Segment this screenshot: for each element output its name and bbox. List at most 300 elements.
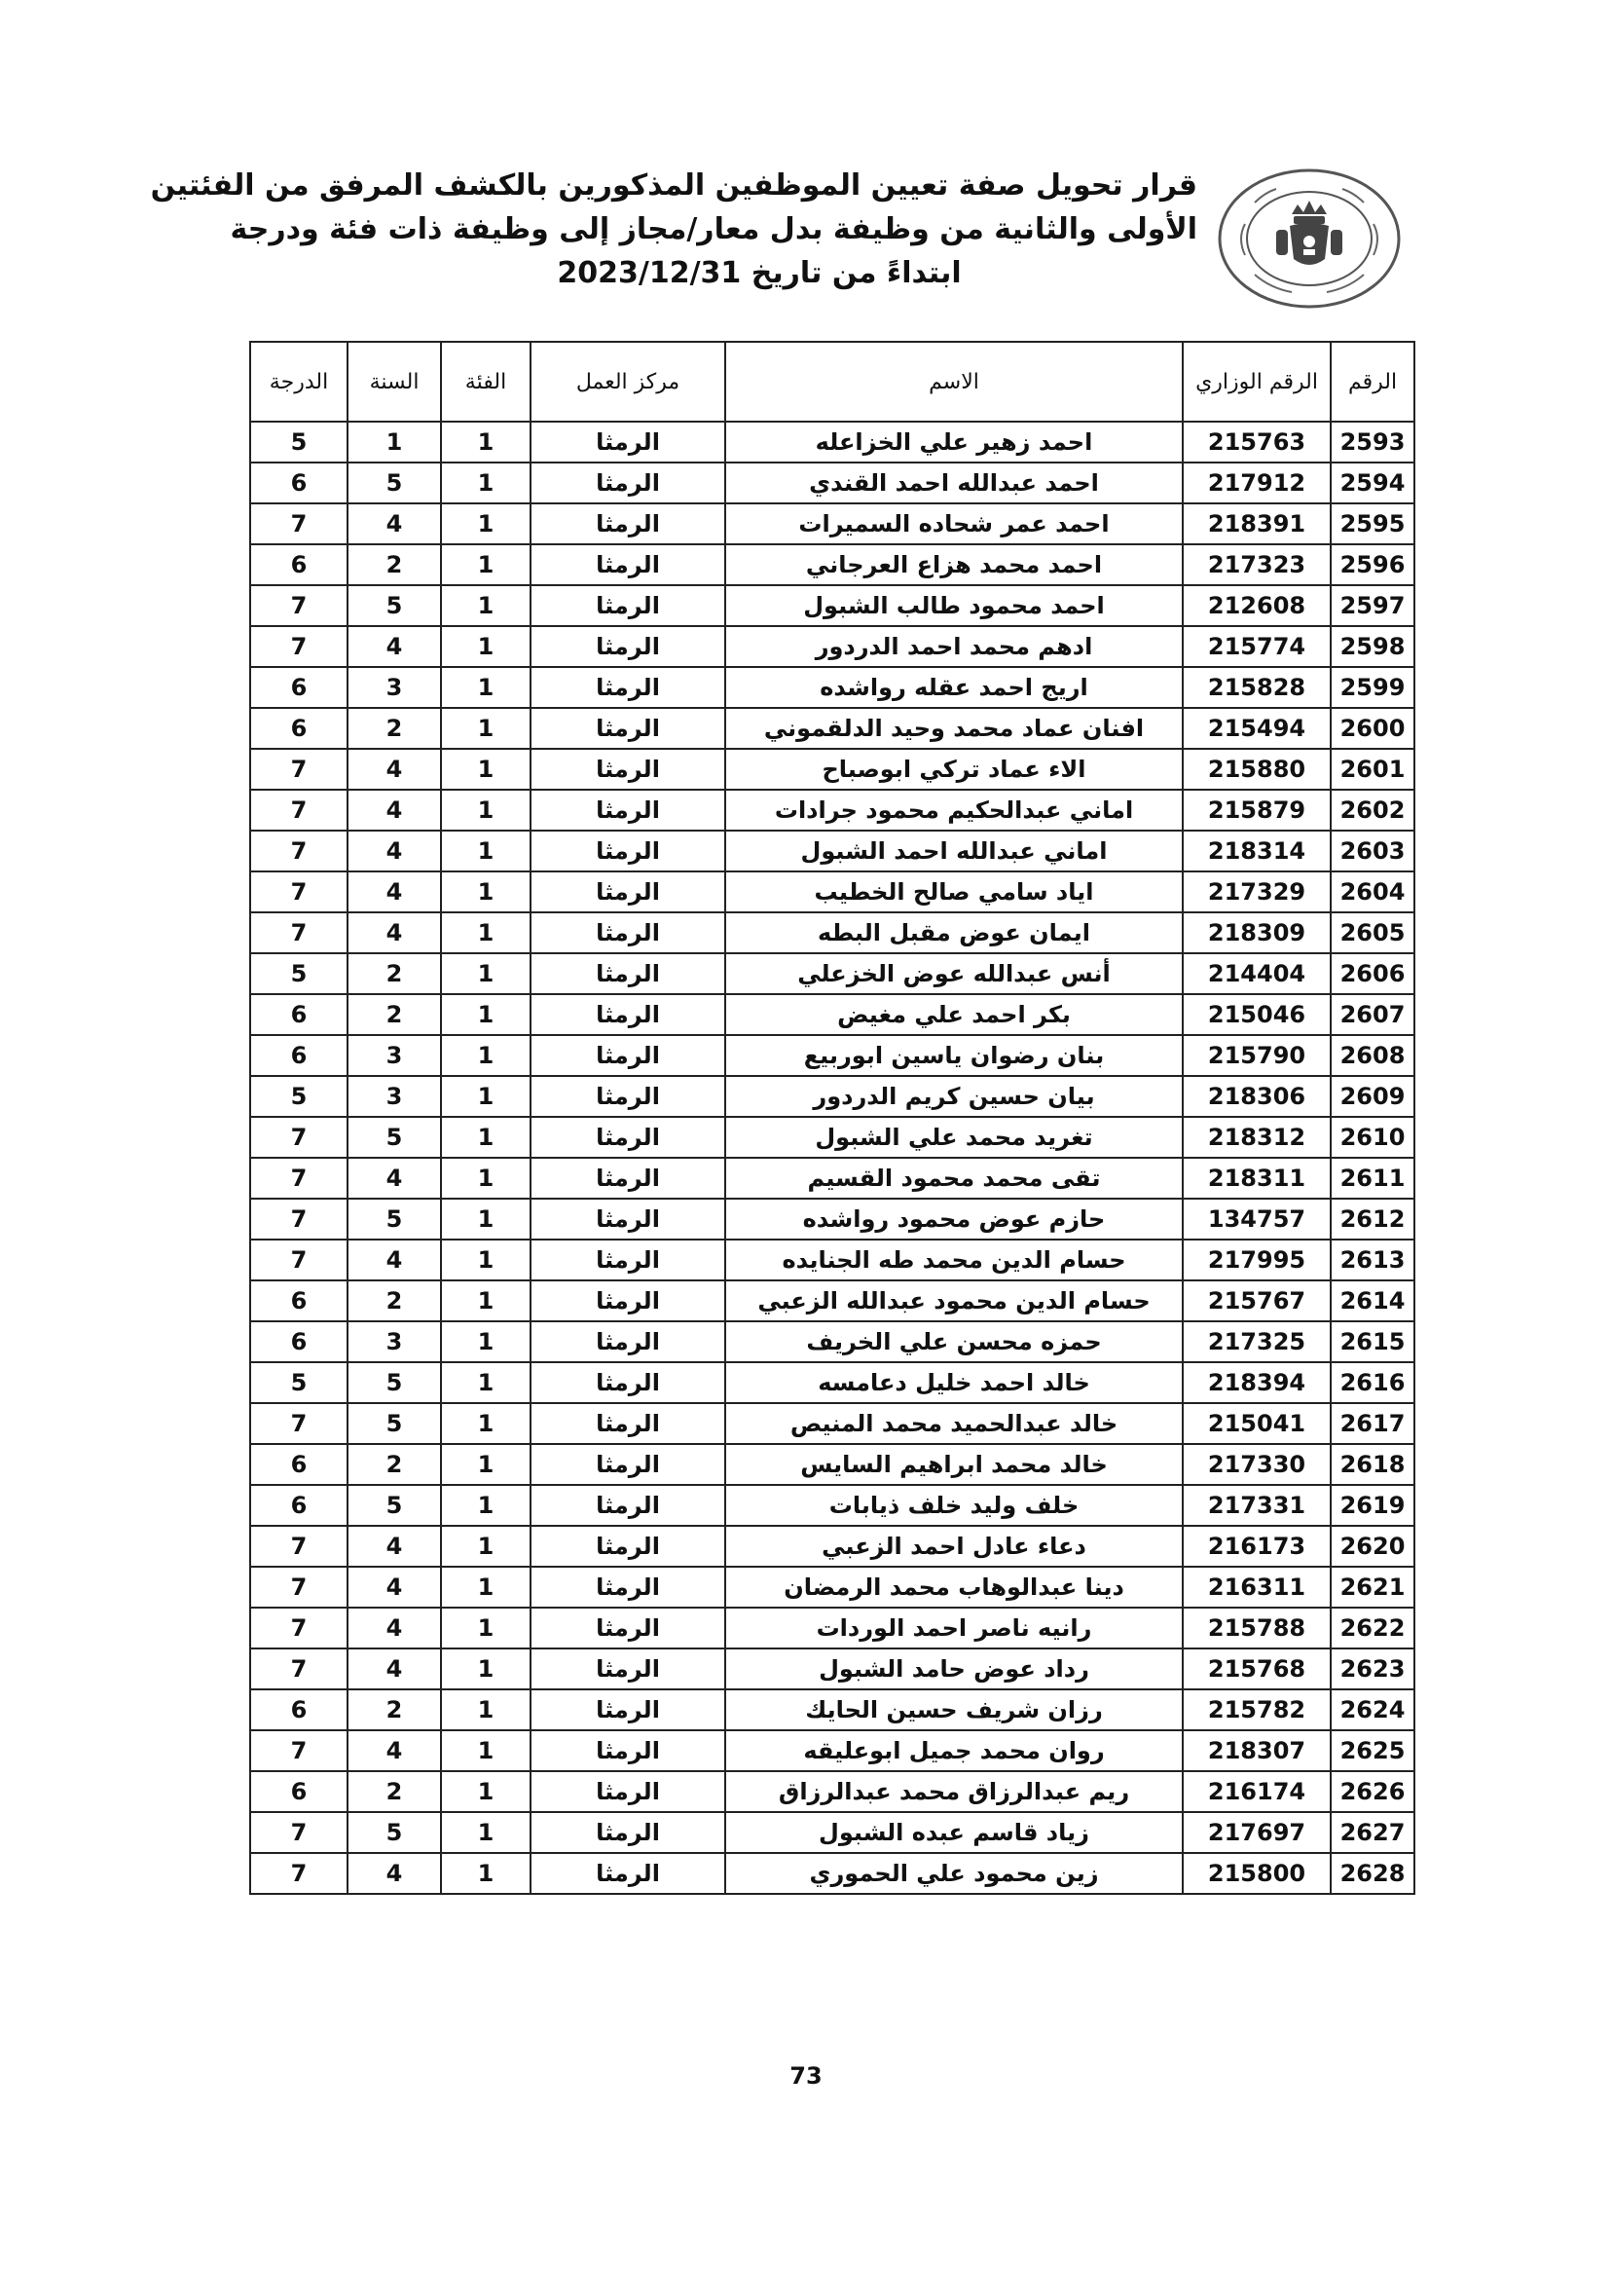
employees-table [249, 341, 1415, 1895]
cell-ministry-no: 215879 [1183, 790, 1331, 831]
table-row [250, 1199, 1414, 1240]
table-row [250, 1444, 1414, 1485]
cell-ministry-no: 218314 [1183, 831, 1331, 871]
title-line-3: ابتداءً من تاريخ 2023/12/31 [557, 256, 962, 290]
cell-year: 2 [348, 544, 441, 585]
table-row [250, 503, 1414, 544]
cell-category: 1 [441, 912, 531, 953]
cell-name: بيان حسين كريم الدردور [725, 1076, 1183, 1117]
cell-year: 2 [348, 1444, 441, 1485]
cell-work-center: الرمثا [531, 912, 725, 953]
cell-category: 1 [441, 749, 531, 790]
cell-work-center: الرمثا [531, 626, 725, 667]
cell-work-center: الرمثا [531, 1035, 725, 1076]
cell-name: روان محمد جميل ابوعليقه [725, 1730, 1183, 1771]
cell-category: 1 [441, 1812, 531, 1853]
cell-num: 2600 [1331, 708, 1414, 749]
table-row [250, 749, 1414, 790]
cell-grade: 5 [250, 1362, 348, 1403]
cell-category: 1 [441, 790, 531, 831]
cell-year: 4 [348, 626, 441, 667]
cell-num: 2621 [1331, 1567, 1414, 1608]
cell-grade: 7 [250, 626, 348, 667]
table-row [250, 871, 1414, 912]
table-row [250, 953, 1414, 994]
cell-work-center: الرمثا [531, 1240, 725, 1280]
cell-work-center: الرمثا [531, 1771, 725, 1812]
table-row [250, 1689, 1414, 1730]
cell-category: 1 [441, 463, 531, 503]
col-header-name: الاسم [725, 342, 1183, 422]
cell-year: 4 [348, 503, 441, 544]
cell-work-center: الرمثا [531, 749, 725, 790]
table-row [250, 422, 1414, 463]
cell-name: تغريد محمد علي الشبول [725, 1117, 1183, 1158]
cell-num: 2612 [1331, 1199, 1414, 1240]
cell-year: 5 [348, 1362, 441, 1403]
cell-num: 2599 [1331, 667, 1414, 708]
cell-ministry-no: 217995 [1183, 1240, 1331, 1280]
cell-grade: 6 [250, 1321, 348, 1362]
cell-num: 2610 [1331, 1117, 1414, 1158]
cell-work-center: الرمثا [531, 1403, 725, 1444]
cell-year: 5 [348, 585, 441, 626]
cell-year: 4 [348, 912, 441, 953]
cell-year: 4 [348, 1240, 441, 1280]
cell-num: 2613 [1331, 1240, 1414, 1280]
table-row [250, 831, 1414, 871]
cell-work-center: الرمثا [531, 1321, 725, 1362]
cell-ministry-no: 216311 [1183, 1567, 1331, 1608]
cell-work-center: الرمثا [531, 708, 725, 749]
cell-num: 2616 [1331, 1362, 1414, 1403]
cell-grade: 6 [250, 463, 348, 503]
cell-name: احمد زهير علي الخزاعله [725, 422, 1183, 463]
cell-num: 2601 [1331, 749, 1414, 790]
cell-num: 2596 [1331, 544, 1414, 585]
cell-ministry-no: 212608 [1183, 585, 1331, 626]
cell-ministry-no: 215774 [1183, 626, 1331, 667]
cell-year: 5 [348, 1485, 441, 1526]
cell-name: بكر احمد علي مغيض [725, 994, 1183, 1035]
cell-name: أنس عبدالله عوض الخزعلي [725, 953, 1183, 994]
cell-num: 2622 [1331, 1608, 1414, 1648]
cell-category: 1 [441, 1035, 531, 1076]
cell-category: 1 [441, 1240, 531, 1280]
cell-name: ادهم محمد احمد الدردور [725, 626, 1183, 667]
cell-year: 4 [348, 790, 441, 831]
cell-num: 2607 [1331, 994, 1414, 1035]
cell-num: 2628 [1331, 1853, 1414, 1894]
cell-ministry-no: 215768 [1183, 1648, 1331, 1689]
table-row [250, 667, 1414, 708]
cell-category: 1 [441, 1853, 531, 1894]
cell-category: 1 [441, 544, 531, 585]
cell-year: 3 [348, 1076, 441, 1117]
cell-work-center: الرمثا [531, 953, 725, 994]
cell-category: 1 [441, 1321, 531, 1362]
cell-grade: 6 [250, 1485, 348, 1526]
cell-work-center: الرمثا [531, 1730, 725, 1771]
cell-name: اياد سامي صالح الخطيب [725, 871, 1183, 912]
cell-name: حازم عوض محمود رواشده [725, 1199, 1183, 1240]
cell-name: حسام الدين محمد طه الجنايده [725, 1240, 1183, 1280]
cell-grade: 6 [250, 544, 348, 585]
cell-category: 1 [441, 626, 531, 667]
cell-grade: 7 [250, 1608, 348, 1648]
cell-num: 2620 [1331, 1526, 1414, 1567]
cell-name: حسام الدين محمود عبدالله الزعبي [725, 1280, 1183, 1321]
cell-work-center: الرمثا [531, 1526, 725, 1567]
cell-name: خالد عبدالحميد محمد المنيص [725, 1403, 1183, 1444]
cell-num: 2598 [1331, 626, 1414, 667]
cell-work-center: الرمثا [531, 1444, 725, 1485]
cell-ministry-no: 215782 [1183, 1689, 1331, 1730]
cell-category: 1 [441, 1526, 531, 1567]
cell-num: 2608 [1331, 1035, 1414, 1076]
cell-ministry-no: 215041 [1183, 1403, 1331, 1444]
table-row [250, 912, 1414, 953]
cell-name: خلف وليد خلف ذيابات [725, 1485, 1183, 1526]
cell-ministry-no: 218306 [1183, 1076, 1331, 1117]
cell-category: 1 [441, 1158, 531, 1199]
cell-ministry-no: 215494 [1183, 708, 1331, 749]
cell-year: 2 [348, 1771, 441, 1812]
cell-name: رزان شريف حسين الحايك [725, 1689, 1183, 1730]
cell-ministry-no: 217697 [1183, 1812, 1331, 1853]
cell-ministry-no: 215800 [1183, 1853, 1331, 1894]
cell-ministry-no: 218311 [1183, 1158, 1331, 1199]
col-header-year: السنة [348, 342, 441, 422]
cell-ministry-no: 218391 [1183, 503, 1331, 544]
cell-year: 2 [348, 1280, 441, 1321]
cell-year: 4 [348, 749, 441, 790]
table-row [250, 585, 1414, 626]
cell-category: 1 [441, 1117, 531, 1158]
cell-ministry-no: 217325 [1183, 1321, 1331, 1362]
cell-ministry-no: 217912 [1183, 463, 1331, 503]
cell-category: 1 [441, 1567, 531, 1608]
table-row [250, 1812, 1414, 1853]
table-row [250, 1485, 1414, 1526]
cell-name: زين محمود علي الحموري [725, 1853, 1183, 1894]
cell-grade: 7 [250, 831, 348, 871]
table-row [250, 1730, 1414, 1771]
cell-name: تقى محمد محمود القسيم [725, 1158, 1183, 1199]
cell-category: 1 [441, 1280, 531, 1321]
cell-grade: 7 [250, 1240, 348, 1280]
cell-ministry-no: 215788 [1183, 1608, 1331, 1648]
cell-ministry-no: 214404 [1183, 953, 1331, 994]
table-row [250, 1771, 1414, 1812]
cell-year: 2 [348, 994, 441, 1035]
cell-category: 1 [441, 953, 531, 994]
cell-name: احمد عمر شحاده السميرات [725, 503, 1183, 544]
cell-category: 1 [441, 667, 531, 708]
cell-grade: 6 [250, 1771, 348, 1812]
cell-work-center: الرمثا [531, 667, 725, 708]
cell-grade: 7 [250, 1158, 348, 1199]
table-row [250, 1280, 1414, 1321]
cell-category: 1 [441, 1199, 531, 1240]
cell-year: 5 [348, 463, 441, 503]
cell-work-center: الرمثا [531, 1485, 725, 1526]
cell-category: 1 [441, 1689, 531, 1730]
ministry-seal-icon [1216, 166, 1403, 312]
table-row [250, 1035, 1414, 1076]
cell-ministry-no: 217331 [1183, 1485, 1331, 1526]
cell-year: 5 [348, 1812, 441, 1853]
col-header-num: الرقم [1331, 342, 1414, 422]
table-row [250, 544, 1414, 585]
cell-num: 2618 [1331, 1444, 1414, 1485]
table-row [250, 1403, 1414, 1444]
cell-name: خالد محمد ابراهيم السايس [725, 1444, 1183, 1485]
table-row [250, 1117, 1414, 1158]
cell-grade: 7 [250, 1117, 348, 1158]
cell-ministry-no: 217330 [1183, 1444, 1331, 1485]
cell-num: 2609 [1331, 1076, 1414, 1117]
cell-num: 2615 [1331, 1321, 1414, 1362]
cell-category: 1 [441, 831, 531, 871]
cell-grade: 7 [250, 1648, 348, 1689]
cell-num: 2626 [1331, 1771, 1414, 1812]
cell-ministry-no: 216173 [1183, 1526, 1331, 1567]
cell-name: الاء عماد تركي ابوصباح [725, 749, 1183, 790]
table-row [250, 1158, 1414, 1199]
cell-category: 1 [441, 1362, 531, 1403]
cell-grade: 6 [250, 1280, 348, 1321]
cell-ministry-no: 215790 [1183, 1035, 1331, 1076]
table-row [250, 1608, 1414, 1648]
cell-grade: 6 [250, 1689, 348, 1730]
cell-grade: 7 [250, 585, 348, 626]
cell-work-center: الرمثا [531, 1853, 725, 1894]
cell-work-center: الرمثا [531, 871, 725, 912]
cell-grade: 7 [250, 1853, 348, 1894]
cell-year: 4 [348, 1730, 441, 1771]
cell-category: 1 [441, 1444, 531, 1485]
table-row [250, 463, 1414, 503]
cell-grade: 7 [250, 1812, 348, 1853]
cell-num: 2614 [1331, 1280, 1414, 1321]
cell-category: 1 [441, 1076, 531, 1117]
col-header-ministry-no: الرقم الوزاري [1183, 342, 1331, 422]
cell-category: 1 [441, 1771, 531, 1812]
decision-title [150, 164, 1197, 295]
cell-year: 5 [348, 1403, 441, 1444]
cell-work-center: الرمثا [531, 831, 725, 871]
cell-work-center: الرمثا [531, 1199, 725, 1240]
cell-name: احمد عبدالله احمد القندي [725, 463, 1183, 503]
cell-work-center: الرمثا [531, 790, 725, 831]
title-line-1: قرار تحويل صفة تعيين الموظفين المذكورين بالكشف المرفق من الفئتين [150, 168, 1197, 203]
cell-category: 1 [441, 708, 531, 749]
cell-num: 2617 [1331, 1403, 1414, 1444]
cell-ministry-no: 216174 [1183, 1771, 1331, 1812]
cell-year: 2 [348, 953, 441, 994]
cell-ministry-no: 218394 [1183, 1362, 1331, 1403]
cell-num: 2603 [1331, 831, 1414, 871]
cell-grade: 5 [250, 422, 348, 463]
cell-work-center: الرمثا [531, 1608, 725, 1648]
cell-name: اماني عبدالحكيم محمود جرادات [725, 790, 1183, 831]
table-row [250, 1526, 1414, 1567]
cell-name: احمد محمود طالب الشبول [725, 585, 1183, 626]
cell-grade: 5 [250, 953, 348, 994]
cell-category: 1 [441, 1403, 531, 1444]
cell-grade: 7 [250, 912, 348, 953]
cell-name: ايمان عوض مقبل البطه [725, 912, 1183, 953]
cell-category: 1 [441, 422, 531, 463]
cell-year: 4 [348, 1526, 441, 1567]
cell-grade: 7 [250, 1730, 348, 1771]
table-row [250, 1076, 1414, 1117]
col-header-grade: الدرجة [250, 342, 348, 422]
table-row [250, 994, 1414, 1035]
cell-ministry-no: 215763 [1183, 422, 1331, 463]
cell-work-center: الرمثا [531, 1280, 725, 1321]
cell-work-center: الرمثا [531, 994, 725, 1035]
cell-grade: 7 [250, 871, 348, 912]
cell-num: 2605 [1331, 912, 1414, 953]
cell-ministry-no: 215828 [1183, 667, 1331, 708]
cell-num: 2619 [1331, 1485, 1414, 1526]
table-row [250, 1648, 1414, 1689]
page-number: 73 [789, 2062, 823, 2090]
cell-work-center: الرمثا [531, 463, 725, 503]
table-row [250, 1853, 1414, 1894]
cell-ministry-no: 217329 [1183, 871, 1331, 912]
cell-name: بنان رضوان ياسين ابوربيع [725, 1035, 1183, 1076]
table-row [250, 1362, 1414, 1403]
cell-num: 2602 [1331, 790, 1414, 831]
cell-grade: 7 [250, 1403, 348, 1444]
cell-grade: 6 [250, 994, 348, 1035]
cell-ministry-no: 134757 [1183, 1199, 1331, 1240]
cell-num: 2625 [1331, 1730, 1414, 1771]
cell-grade: 6 [250, 1035, 348, 1076]
cell-year: 3 [348, 1035, 441, 1076]
cell-num: 2606 [1331, 953, 1414, 994]
cell-num: 2593 [1331, 422, 1414, 463]
table-row [250, 790, 1414, 831]
cell-work-center: الرمثا [531, 1812, 725, 1853]
cell-category: 1 [441, 1648, 531, 1689]
cell-num: 2595 [1331, 503, 1414, 544]
cell-name: دعاء عادل احمد الزعبي [725, 1526, 1183, 1567]
cell-grade: 5 [250, 1076, 348, 1117]
table-row [250, 1240, 1414, 1280]
title-line-2: الأولى والثانية من وظيفة بدل معار/مجاز إلى وظيفة ذات فئة ودرجة [230, 212, 1197, 246]
cell-year: 3 [348, 667, 441, 708]
cell-year: 4 [348, 871, 441, 912]
cell-year: 4 [348, 1567, 441, 1608]
cell-category: 1 [441, 585, 531, 626]
cell-grade: 7 [250, 1199, 348, 1240]
cell-num: 2604 [1331, 871, 1414, 912]
cell-ministry-no: 215880 [1183, 749, 1331, 790]
cell-name: حمزه محسن علي الخريف [725, 1321, 1183, 1362]
cell-work-center: الرمثا [531, 1158, 725, 1199]
cell-work-center: الرمثا [531, 1689, 725, 1730]
cell-work-center: الرمثا [531, 1117, 725, 1158]
cell-category: 1 [441, 1730, 531, 1771]
table-row [250, 1567, 1414, 1608]
cell-year: 4 [348, 831, 441, 871]
cell-name: ريم عبدالرزاق محمد عبدالرزاق [725, 1771, 1183, 1812]
cell-name: اماني عبدالله احمد الشبول [725, 831, 1183, 871]
cell-grade: 7 [250, 790, 348, 831]
cell-name: دينا عبدالوهاب محمد الرمضان [725, 1567, 1183, 1608]
cell-num: 2624 [1331, 1689, 1414, 1730]
cell-grade: 7 [250, 749, 348, 790]
cell-category: 1 [441, 1485, 531, 1526]
cell-name: اريج احمد عقله رواشده [725, 667, 1183, 708]
cell-work-center: الرمثا [531, 1567, 725, 1608]
col-header-work-center: مركز العمل [531, 342, 725, 422]
table-header-row [250, 342, 1414, 422]
cell-work-center: الرمثا [531, 1076, 725, 1117]
cell-work-center: الرمثا [531, 1362, 725, 1403]
cell-grade: 7 [250, 1567, 348, 1608]
cell-grade: 6 [250, 708, 348, 749]
col-header-category: الفئة [441, 342, 531, 422]
cell-work-center: الرمثا [531, 1648, 725, 1689]
cell-ministry-no: 215046 [1183, 994, 1331, 1035]
cell-work-center: الرمثا [531, 422, 725, 463]
cell-num: 2611 [1331, 1158, 1414, 1199]
table-row [250, 708, 1414, 749]
cell-category: 1 [441, 994, 531, 1035]
cell-work-center: الرمثا [531, 544, 725, 585]
cell-year: 1 [348, 422, 441, 463]
cell-year: 4 [348, 1608, 441, 1648]
cell-year: 5 [348, 1199, 441, 1240]
cell-grade: 7 [250, 1526, 348, 1567]
cell-num: 2597 [1331, 585, 1414, 626]
cell-name: احمد محمد هزاع العرجاني [725, 544, 1183, 585]
cell-num: 2623 [1331, 1648, 1414, 1689]
cell-category: 1 [441, 1608, 531, 1648]
cell-category: 1 [441, 871, 531, 912]
cell-category: 1 [441, 503, 531, 544]
cell-name: رانيه ناصر احمد الوردات [725, 1608, 1183, 1648]
cell-num: 2627 [1331, 1812, 1414, 1853]
cell-year: 4 [348, 1158, 441, 1199]
cell-work-center: الرمثا [531, 503, 725, 544]
cell-year: 3 [348, 1321, 441, 1362]
cell-year: 2 [348, 708, 441, 749]
cell-year: 2 [348, 1689, 441, 1730]
cell-name: افنان عماد محمد وحيد الدلقموني [725, 708, 1183, 749]
cell-grade: 7 [250, 503, 348, 544]
cell-year: 5 [348, 1117, 441, 1158]
cell-year: 4 [348, 1853, 441, 1894]
cell-work-center: الرمثا [531, 585, 725, 626]
cell-name: رداد عوض حامد الشبول [725, 1648, 1183, 1689]
cell-num: 2594 [1331, 463, 1414, 503]
cell-name: خالد احمد خليل دعامسه [725, 1362, 1183, 1403]
cell-year: 4 [348, 1648, 441, 1689]
cell-ministry-no: 217323 [1183, 544, 1331, 585]
cell-ministry-no: 215767 [1183, 1280, 1331, 1321]
table-row [250, 1321, 1414, 1362]
cell-ministry-no: 218309 [1183, 912, 1331, 953]
cell-ministry-no: 218312 [1183, 1117, 1331, 1158]
cell-grade: 6 [250, 667, 348, 708]
cell-grade: 6 [250, 1444, 348, 1485]
